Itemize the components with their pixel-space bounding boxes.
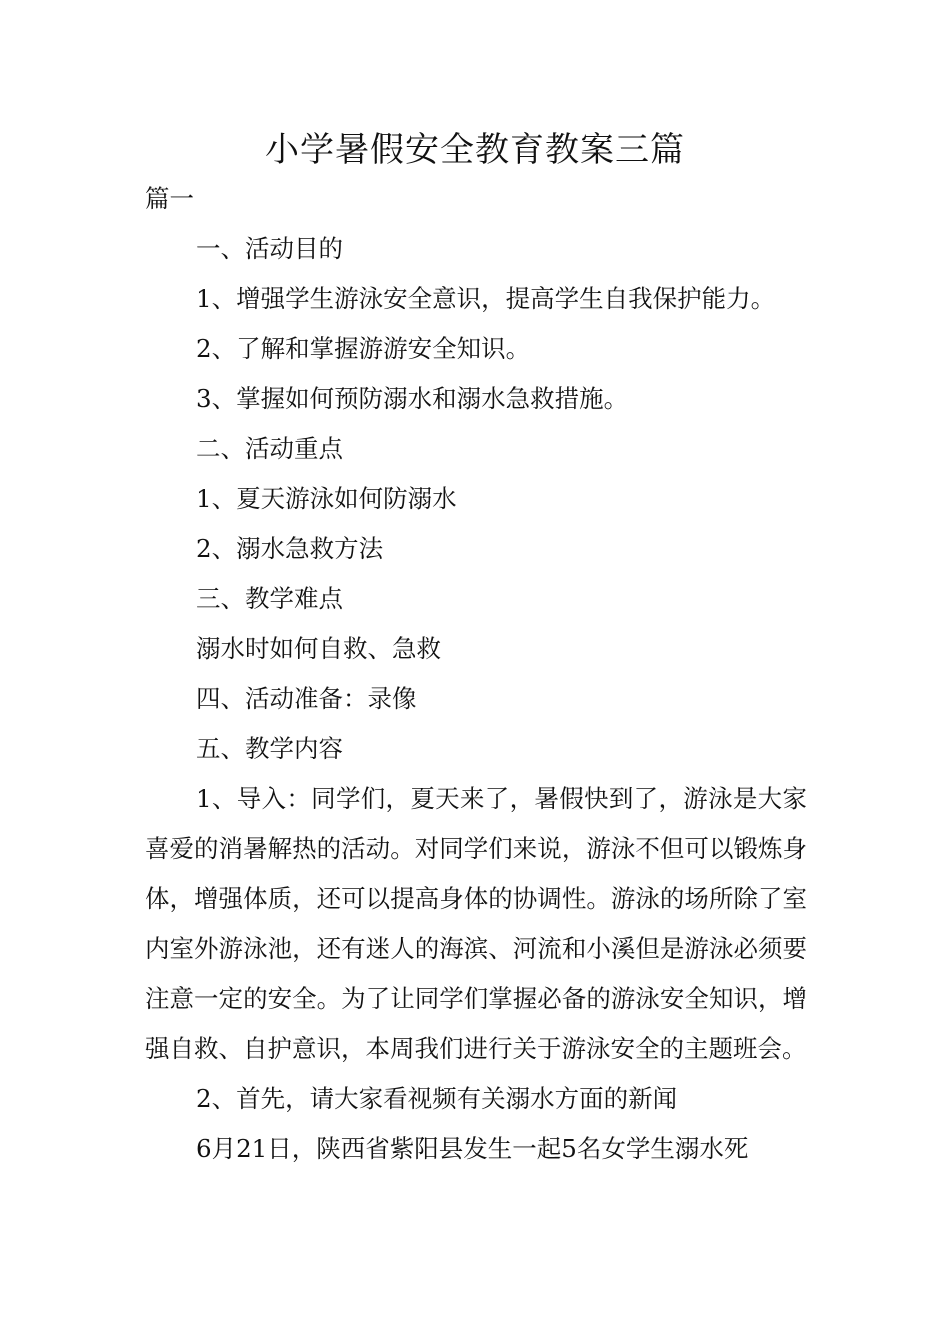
heading-activity-focus: 二、活动重点 bbox=[196, 434, 343, 463]
document-title: 小学暑假安全教育教案三篇 bbox=[265, 130, 685, 170]
goal-item-3: 3、掌握如何预防溺水和溺水急救措施。 bbox=[196, 384, 629, 413]
focus-item-2: 2、溺水急救方法 bbox=[196, 534, 384, 563]
document-body bbox=[145, 174, 807, 1174]
paragraph-intro: 1、导入：同学们，夏天来了，暑假快到了，游泳是大家喜爱的消暑解热的活动。对同学们来说，游泳不但可以锻炼身体，增强体质，还可以提高身体的协调性。游泳的场所除了室内室外游泳池，还有迷人的海滨、河流和小溪但是游泳必须要注意一定的安全。为了让同学们掌握必备的游泳安全知识，增强自救、自护意识，本周我们进行关于游泳安全的主题班会。 bbox=[145, 784, 807, 1063]
heading-activity-preparation: 四、活动准备：录像 bbox=[196, 684, 417, 713]
line-video-news: 2、首先，请大家看视频有关溺水方面的新闻 bbox=[196, 1084, 678, 1113]
focus-item-1: 1、夏天游泳如何防溺水 bbox=[196, 484, 457, 513]
heading-activity-goals: 一、活动目的 bbox=[196, 234, 343, 263]
difficulty-item: 溺水时如何自救、急救 bbox=[196, 634, 441, 663]
section-label: 篇一 bbox=[145, 184, 194, 213]
goal-item-1: 1、增强学生游泳安全意识，提高学生自我保护能力。 bbox=[196, 284, 776, 313]
heading-teaching-difficulty: 三、教学难点 bbox=[196, 584, 343, 613]
heading-teaching-content: 五、教学内容 bbox=[196, 734, 343, 763]
goal-item-2: 2、了解和掌握游游安全知识。 bbox=[196, 334, 531, 363]
paragraph-news: 6月21日，陕西省紫阳县发生一起5名女学生溺水死 bbox=[196, 1134, 749, 1163]
